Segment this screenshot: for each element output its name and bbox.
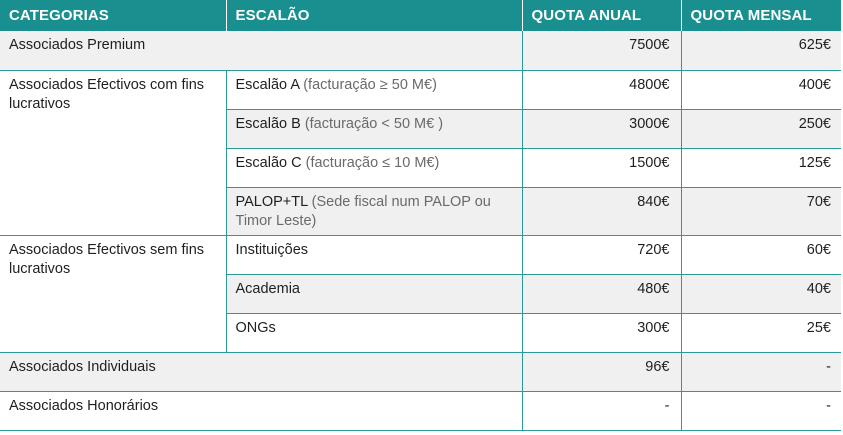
- table-row: [0, 235, 841, 274]
- quota-anual-cell: 720€: [522, 235, 681, 274]
- escalao-detail: (facturação ≤ 10 M€): [301, 154, 440, 171]
- quota-anual-cell: 4800€: [522, 70, 681, 109]
- escalao-cell: Academia: [226, 274, 522, 313]
- escalao-name: Escalão A: [235, 76, 300, 93]
- category-cell: Associados Honorários: [0, 391, 522, 430]
- quota-mensal-cell: -: [681, 352, 841, 391]
- header-quota-anual: QUOTA ANUAL: [522, 0, 681, 31]
- quota-mensal-cell: 60€: [681, 235, 841, 274]
- escalao-cell: ONGs: [226, 313, 522, 352]
- category-cell: Associados Efectivos com fins lucrativos: [0, 70, 226, 235]
- escalao-detail: (facturação < 50 M€ ): [300, 115, 444, 132]
- escalao-cell: [226, 187, 522, 235]
- quota-anual-cell: 840€: [522, 187, 681, 235]
- quota-anual-cell: -: [522, 391, 681, 430]
- quota-mensal-cell: 400€: [681, 70, 841, 109]
- table-header-row: [0, 0, 841, 31]
- header-categorias: CATEGORIAS: [0, 0, 226, 31]
- escalao-detail: (Sede fiscal num PALOP ou Timor Leste): [235, 193, 491, 229]
- escalao-detail: (facturação ≥ 50 M€): [299, 76, 437, 93]
- quota-anual-cell: 1500€: [522, 148, 681, 187]
- escalao-name: Escalão C: [235, 154, 302, 171]
- quota-anual-cell: 96€: [522, 352, 681, 391]
- header-escalao: ESCALÃO: [226, 0, 522, 31]
- category-cell: Associados Efectivos sem fins lucrativos: [0, 235, 226, 352]
- quota-mensal-cell: -: [681, 391, 841, 430]
- table-row: [0, 31, 841, 70]
- quota-mensal-cell: 40€: [681, 274, 841, 313]
- escalao-cell: [226, 70, 522, 109]
- escalao-name: Escalão B: [235, 115, 301, 132]
- quota-mensal-cell: 250€: [681, 109, 841, 148]
- table-row: [0, 70, 841, 109]
- escalao-cell: [226, 109, 522, 148]
- quota-mensal-cell: 70€: [681, 187, 841, 235]
- category-cell: Associados Individuais: [0, 352, 522, 391]
- quota-mensal-cell: 25€: [681, 313, 841, 352]
- header-quota-mensal: QUOTA MENSAL: [681, 0, 841, 31]
- table-row: [0, 391, 841, 430]
- escalao-cell: [226, 148, 522, 187]
- escalao-cell: Instituições: [226, 235, 522, 274]
- quota-anual-cell: 300€: [522, 313, 681, 352]
- quota-anual-cell: 3000€: [522, 109, 681, 148]
- quota-anual-cell: 7500€: [522, 31, 681, 70]
- quota-mensal-cell: 125€: [681, 148, 841, 187]
- escalao-name: PALOP+TL: [235, 193, 308, 210]
- category-cell: Associados Premium: [0, 31, 522, 70]
- table-row: [0, 352, 841, 391]
- quota-anual-cell: 480€: [522, 274, 681, 313]
- quota-mensal-cell: 625€: [681, 31, 841, 70]
